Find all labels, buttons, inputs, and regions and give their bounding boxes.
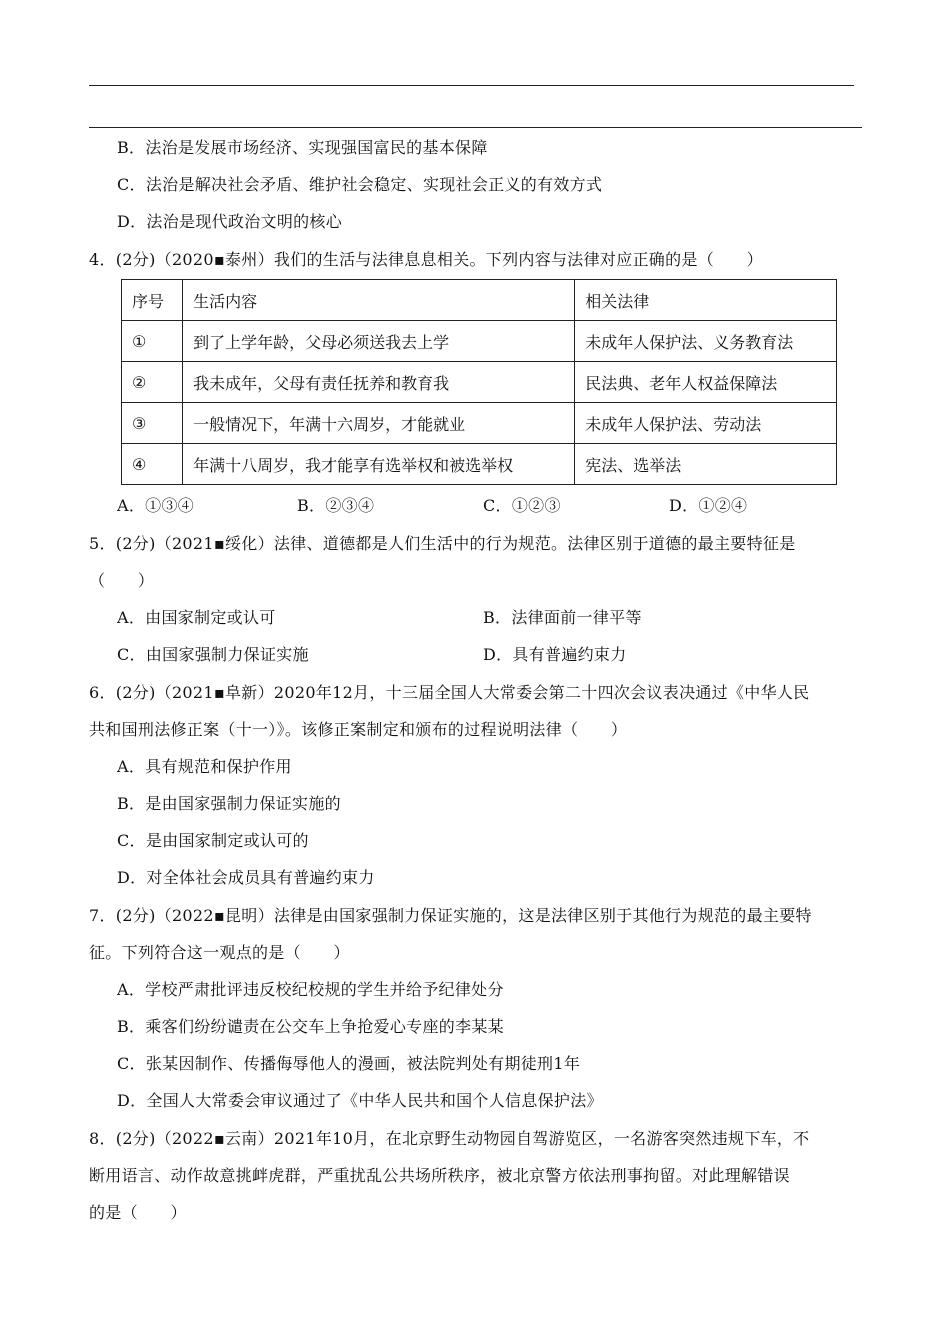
question-6-option-c[interactable]: C．是由国家制定或认可的 <box>117 831 309 850</box>
table-cell: 年满十八周岁，我才能享有选举权和被选举权 <box>183 444 575 485</box>
table-header-cell: 序号 <box>122 280 183 321</box>
header-rule-bottom <box>89 127 862 128</box>
table-cell: ③ <box>122 403 183 444</box>
question-7-option-c[interactable]: C．张某因制作、传播侮辱他人的漫画，被法院判处有期徒刑1年 <box>117 1054 581 1073</box>
question-6-stem-line1: 6．(2分)（2021▪阜新）2020年12月，十三届全国人大常委会第二十四次会议表决通过《中华人民 <box>89 683 810 702</box>
question-4-option-a[interactable]: A．①③④ <box>117 496 195 515</box>
question-7-stem-line2: 征。下列符合这一观点的是（ ） <box>89 943 350 962</box>
question-5-option-d[interactable]: D．具有普遍约束力 <box>483 645 627 664</box>
table-cell: ④ <box>122 444 183 485</box>
question-6-stem-line2: 共和国刑法修正案（十一）》。该修正案制定和颁布的过程说明法律（ ） <box>89 720 628 739</box>
table-cell: 一般情况下，年满十六周岁，才能就业 <box>183 403 575 444</box>
question-7-option-d[interactable]: D．全国人大常委会审议通过了《中华人民共和国个人信息保护法》 <box>117 1091 603 1110</box>
question-6-option-b[interactable]: B．是由国家强制力保证实施的 <box>117 794 341 813</box>
question-4-option-d[interactable]: D．①②④ <box>669 496 748 515</box>
header-rule-top <box>89 85 854 86</box>
table-cell: 我未成年，父母有责任抚养和教育我 <box>183 362 575 403</box>
question-5-option-a[interactable]: A．由国家制定或认可 <box>117 608 276 627</box>
question-5-stem-line2: （ ） <box>89 571 155 590</box>
question-4-stem: 4．(2分)（2020▪泰州）我们的生活与法律息息相关。下列内容与法律对应正确的是（ ） <box>89 250 763 269</box>
table-cell: 宪法、选举法 <box>575 444 837 485</box>
question-4-option-b[interactable]: B．②③④ <box>297 496 375 515</box>
table-header-cell: 相关法律 <box>575 280 837 321</box>
table-cell: 未成年人保护法、义务教育法 <box>575 321 837 362</box>
question-5-stem-line1: 5．(2分)（2021▪绥化）法律、道德都是人们生活中的行为规范。法律区别于道德的最主要特征是 <box>89 534 796 553</box>
question-8-stem-line3: 的是（ ） <box>89 1203 187 1222</box>
question-6-option-a[interactable]: A．具有规范和保护作用 <box>117 757 292 776</box>
question-5-option-c[interactable]: C．由国家强制力保证实施 <box>117 645 309 664</box>
question-7-option-a[interactable]: A．学校严肃批评违反校纪校规的学生并给予纪律处分 <box>117 980 504 999</box>
table-cell: ② <box>122 362 183 403</box>
question-7-stem-line1: 7．(2分)（2022▪昆明）法律是由国家强制力保证实施的，这是法律区别于其他行为规范的最主要特 <box>89 906 812 925</box>
table-cell: 民法典、老年人权益保障法 <box>575 362 837 403</box>
table-row <box>122 321 837 362</box>
table-row <box>122 362 837 403</box>
prev-option-c: C．法治是解决社会矛盾、维护社会稳定、实现社会正义的有效方式 <box>117 175 603 194</box>
prev-option-d: D．法治是现代政治文明的核心 <box>117 212 343 231</box>
law-table <box>121 279 837 485</box>
question-7-option-b[interactable]: B．乘客们纷纷谴责在公交车上争抢爱心专座的李某某 <box>117 1017 504 1036</box>
table-cell: ① <box>122 321 183 362</box>
table-row <box>122 444 837 485</box>
table-cell: 到了上学年龄，父母必须送我去上学 <box>183 321 575 362</box>
question-8-stem-line2: 断用语言、动作故意挑衅虎群，严重扰乱公共场所秩序，被北京警方依法刑事拘留。对此理解错误 <box>89 1166 790 1185</box>
table-header-row <box>122 280 837 321</box>
question-6-option-d[interactable]: D．对全体社会成员具有普遍约束力 <box>117 868 375 887</box>
question-5-option-b[interactable]: B．法律面前一律平等 <box>483 608 642 627</box>
question-4-option-c[interactable]: C．①②③ <box>483 496 561 515</box>
question-8-stem-line1: 8．(2分)（2022▪云南）2021年10月，在北京野生动物园自驾游览区，一名游客突然违规下车，不 <box>89 1129 810 1148</box>
prev-option-b: B．法治是发展市场经济、实现强国富民的基本保障 <box>117 138 488 157</box>
table-cell: 未成年人保护法、劳动法 <box>575 403 837 444</box>
table-header-cell: 生活内容 <box>183 280 575 321</box>
table-row <box>122 403 837 444</box>
